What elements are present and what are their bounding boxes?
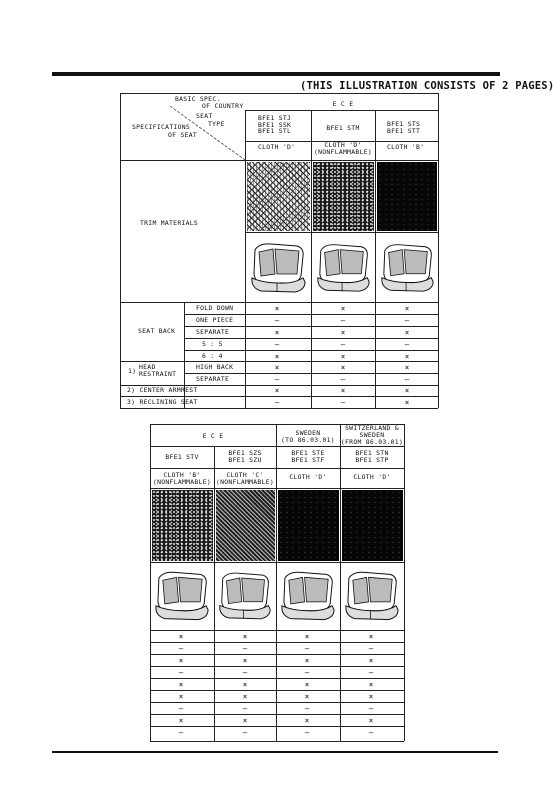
spec-mark: × bbox=[274, 363, 280, 372]
cloth-note: (NONFLAMMABLE) bbox=[215, 478, 275, 486]
spec-mark: – bbox=[340, 340, 346, 349]
center-armrest-label: 2) CENTER ARMREST bbox=[127, 386, 198, 394]
rear-seat-illustration bbox=[153, 566, 212, 626]
cloth-label: CLOTH 'D' bbox=[324, 141, 362, 149]
spec-mark: × bbox=[368, 716, 374, 725]
spec-mark: – bbox=[178, 668, 184, 677]
seat-back-label: SEAT BACK bbox=[138, 327, 176, 335]
spec-mark: – bbox=[274, 375, 280, 384]
country-ece: E C E bbox=[202, 432, 224, 440]
spec-mark: × bbox=[178, 716, 184, 725]
spec-mark: × bbox=[242, 632, 248, 641]
spec-mark: × bbox=[304, 716, 310, 725]
rear-seat-illustration bbox=[217, 566, 274, 626]
col1-cloth bbox=[150, 472, 214, 486]
col3-types bbox=[276, 450, 340, 464]
col4-cloth: CLOTH 'D' bbox=[353, 473, 391, 481]
type-code: BFE1 STS bbox=[387, 120, 421, 128]
type-code: BFE1 STL bbox=[258, 127, 292, 135]
spec-mark: – bbox=[242, 704, 248, 713]
col3-cloth: CLOTH 'D' bbox=[289, 473, 327, 481]
spec-mark: × bbox=[340, 304, 346, 313]
spec-mark: × bbox=[404, 352, 410, 361]
spec-mark: × bbox=[178, 656, 184, 665]
spec-mark: – bbox=[274, 398, 280, 407]
country-name: SWITZERLAND & bbox=[345, 424, 399, 432]
separate-label: SEPARATE bbox=[196, 328, 230, 336]
spec-mark: × bbox=[242, 716, 248, 725]
country-ece: E C E bbox=[332, 100, 354, 108]
spec-mark: – bbox=[274, 340, 280, 349]
spec-mark: × bbox=[404, 386, 410, 395]
spec-mark: × bbox=[274, 304, 280, 313]
spec-mark: – bbox=[274, 316, 280, 325]
spec-mark: × bbox=[404, 304, 410, 313]
spec-mark: – bbox=[340, 375, 346, 384]
head-restraint-num: 1) bbox=[128, 367, 137, 375]
spec-mark: – bbox=[304, 668, 310, 677]
country-name: SWEDEN bbox=[295, 429, 321, 437]
spec-mark: – bbox=[304, 704, 310, 713]
type-code: BFE1 STN bbox=[355, 449, 389, 457]
page-note: (THIS ILLUSTRATION CONSISTS OF 2 PAGES) bbox=[300, 80, 555, 92]
spec-mark: – bbox=[304, 644, 310, 653]
spec-mark: × bbox=[340, 363, 346, 372]
rear-seat-illustration bbox=[279, 566, 338, 626]
ratio-64-label: 6 : 4 bbox=[202, 352, 223, 360]
col3-cloth: CLOTH 'B' bbox=[387, 143, 425, 151]
cloth-label: CLOTH 'C' bbox=[226, 471, 264, 479]
spec-mark: × bbox=[340, 352, 346, 361]
type-code: BFE1 STP bbox=[355, 456, 389, 464]
spec-mark: – bbox=[178, 644, 184, 653]
col1-type: BFE1 STV bbox=[165, 453, 199, 461]
spec-mark: × bbox=[404, 398, 410, 407]
spec-mark: – bbox=[340, 398, 346, 407]
spec-mark: – bbox=[242, 668, 248, 677]
spec-mark: × bbox=[368, 680, 374, 689]
cloth-note: (NONFLAMMABLE) bbox=[152, 478, 212, 486]
type-code: BFE1 STE bbox=[291, 449, 325, 457]
type-code: BFE1 SSK bbox=[258, 120, 292, 129]
spec-mark: × bbox=[404, 328, 410, 337]
hdr-seat: SEAT bbox=[196, 112, 213, 120]
date-range: (FROM 86.03.01) bbox=[340, 438, 404, 446]
type-code: BFE1 SZS bbox=[228, 449, 262, 457]
fabric-swatch-cloth-d bbox=[342, 490, 403, 561]
spec-mark: × bbox=[368, 632, 374, 641]
spec-mark: – bbox=[368, 644, 374, 653]
spec-mark: × bbox=[274, 328, 280, 337]
label-line: HEAD bbox=[139, 363, 156, 371]
type-code: BFE1 STT bbox=[387, 127, 421, 135]
spec-mark: × bbox=[178, 680, 184, 689]
cloth-note: (NONFLAMMABLE) bbox=[313, 148, 373, 156]
spec-mark: × bbox=[368, 692, 374, 701]
spec-mark: × bbox=[304, 632, 310, 641]
spec-mark: – bbox=[178, 728, 184, 737]
spec-mark: – bbox=[178, 704, 184, 713]
spec-mark: – bbox=[242, 644, 248, 653]
hdr-type: TYPE bbox=[208, 120, 225, 128]
spec-mark: × bbox=[304, 680, 310, 689]
spec-mark: – bbox=[404, 375, 410, 384]
spec-mark: – bbox=[404, 340, 410, 349]
spec-mark: – bbox=[304, 728, 310, 737]
cloth-label: CLOTH 'B' bbox=[163, 471, 201, 479]
ratio-55-label: 5 : 5 bbox=[202, 340, 223, 348]
country-switzerland-sweden bbox=[340, 425, 404, 446]
spec-mark: – bbox=[368, 704, 374, 713]
spec-mark: – bbox=[368, 728, 374, 737]
col4-types bbox=[340, 450, 404, 464]
spec-mark: – bbox=[404, 316, 410, 325]
type-code: BFE1 STF bbox=[291, 456, 325, 464]
rear-seat-illustration bbox=[343, 566, 402, 626]
country-sweden bbox=[276, 430, 340, 444]
spec-mark: × bbox=[340, 328, 346, 337]
spec-mark: × bbox=[304, 692, 310, 701]
spec-mark: × bbox=[274, 386, 280, 395]
spec-mark: × bbox=[242, 692, 248, 701]
spec-mark: × bbox=[178, 692, 184, 701]
spec-mark: × bbox=[242, 656, 248, 665]
spec-mark: × bbox=[178, 632, 184, 641]
spec-mark: × bbox=[274, 352, 280, 361]
col2-type: BFE1 STM bbox=[326, 124, 360, 132]
fabric-swatch-cloth-b-nonflammable bbox=[152, 490, 213, 561]
fabric-swatch-cloth-c-nonflammable bbox=[216, 490, 275, 561]
type-code: BFE1 SZU bbox=[228, 456, 262, 464]
hdr-of-seat: OF SEAT bbox=[168, 131, 198, 139]
trim-materials-label: TRIM MATERIALS bbox=[140, 219, 199, 227]
country-name: SWEDEN bbox=[359, 431, 385, 439]
bottom-rule bbox=[52, 751, 498, 753]
spec-mark: × bbox=[368, 656, 374, 665]
hdr-of-country: OF COUNTRY bbox=[202, 102, 244, 110]
spec-mark: × bbox=[340, 386, 346, 395]
fold-down-label: FOLD DOWN bbox=[196, 304, 234, 312]
spec-mark: – bbox=[368, 668, 374, 677]
spec-mark: × bbox=[242, 680, 248, 689]
one-piece-label: ONE PIECE bbox=[196, 316, 234, 324]
label-line: RESTRAINT bbox=[139, 370, 177, 378]
spec-mark: × bbox=[304, 656, 310, 665]
hdr-specifications: SPECIFICATIONS bbox=[132, 123, 191, 131]
spec-mark: – bbox=[242, 728, 248, 737]
hdr-basic-spec: BASIC SPEC. bbox=[175, 95, 221, 103]
col2-cloth bbox=[214, 472, 276, 486]
reclining-seat-label: 3) RECLINING SEAT bbox=[127, 398, 198, 406]
col2-types bbox=[214, 450, 276, 464]
high-back-label: HIGH BACK bbox=[196, 363, 234, 371]
col1-cloth: CLOTH 'D' bbox=[258, 143, 296, 151]
separate-hr-label: SEPARATE bbox=[196, 375, 230, 383]
spec-mark: – bbox=[340, 316, 346, 325]
type-code: BFE1 STJ bbox=[258, 114, 292, 122]
spec-mark: × bbox=[404, 363, 410, 372]
fabric-swatch-cloth-d bbox=[278, 490, 339, 561]
date-range: (TO 86.03.01) bbox=[281, 436, 335, 444]
